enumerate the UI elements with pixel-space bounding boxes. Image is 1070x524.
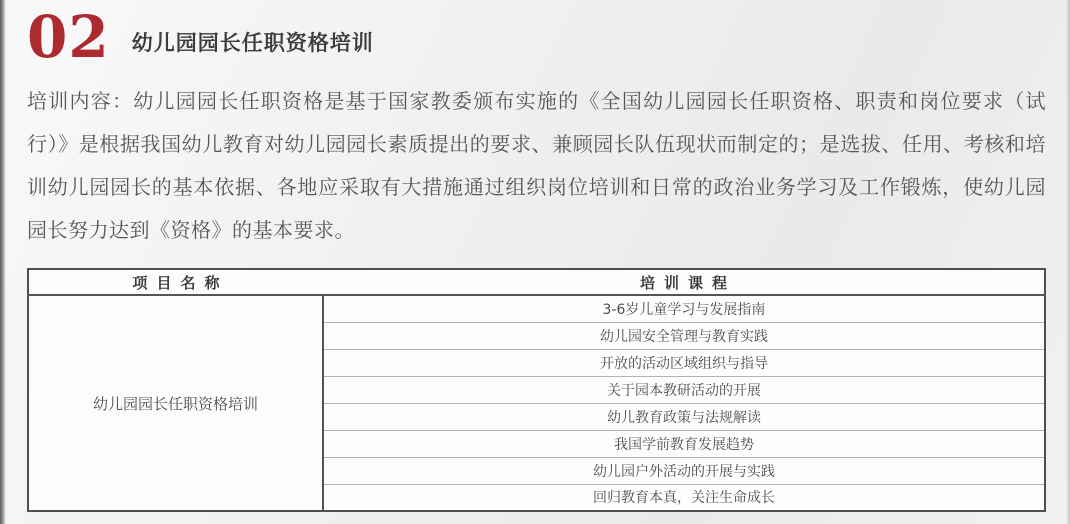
table-header-row	[28, 269, 1045, 295]
course-cell: 幼儿园安全管理与教育实践	[323, 322, 1045, 349]
section-number: 02	[27, 3, 110, 71]
section-title: 幼儿园园长任职资格培训	[131, 31, 374, 55]
course-cell: 幼儿园户外活动的开展与实践	[323, 457, 1045, 484]
course-cell: 回归教育本真，关注生命成长	[323, 484, 1045, 511]
training-courses-table	[27, 268, 1046, 512]
section-header	[27, 3, 1046, 71]
project-name-cell: 幼儿园园长任职资格培训	[28, 295, 323, 511]
column-header-training-courses: 培训课程	[323, 269, 1045, 295]
course-cell: 开放的活动区域组织与指导	[323, 349, 1045, 376]
column-header-project-name: 项目名称	[28, 269, 323, 295]
table-row	[28, 295, 1045, 322]
course-cell: 我国学前教育发展趋势	[323, 430, 1045, 457]
training-content-paragraph: 培训内容：幼儿园园长任职资格是基于国家教委颁布实施的《全国幼儿园园长任职资格、职责和岗位要求（试行）》是根据我国幼儿教育对幼儿园园长素质提出的要求、兼顾园长队伍现状而制定的；是选拔、任用、考核和培训幼儿园园长的基本依据、各地应采取有大措施通过组织岗位培训和日常的政治业务学习及工作锻炼，使幼儿园园长努力达到《资格》的基本要求。	[27, 89, 1046, 242]
course-cell: 关于园本教研活动的开展	[323, 376, 1045, 403]
course-cell: 幼儿教育政策与法规解读	[323, 403, 1045, 430]
course-cell: 3-6岁儿童学习与发展指南	[323, 295, 1045, 322]
